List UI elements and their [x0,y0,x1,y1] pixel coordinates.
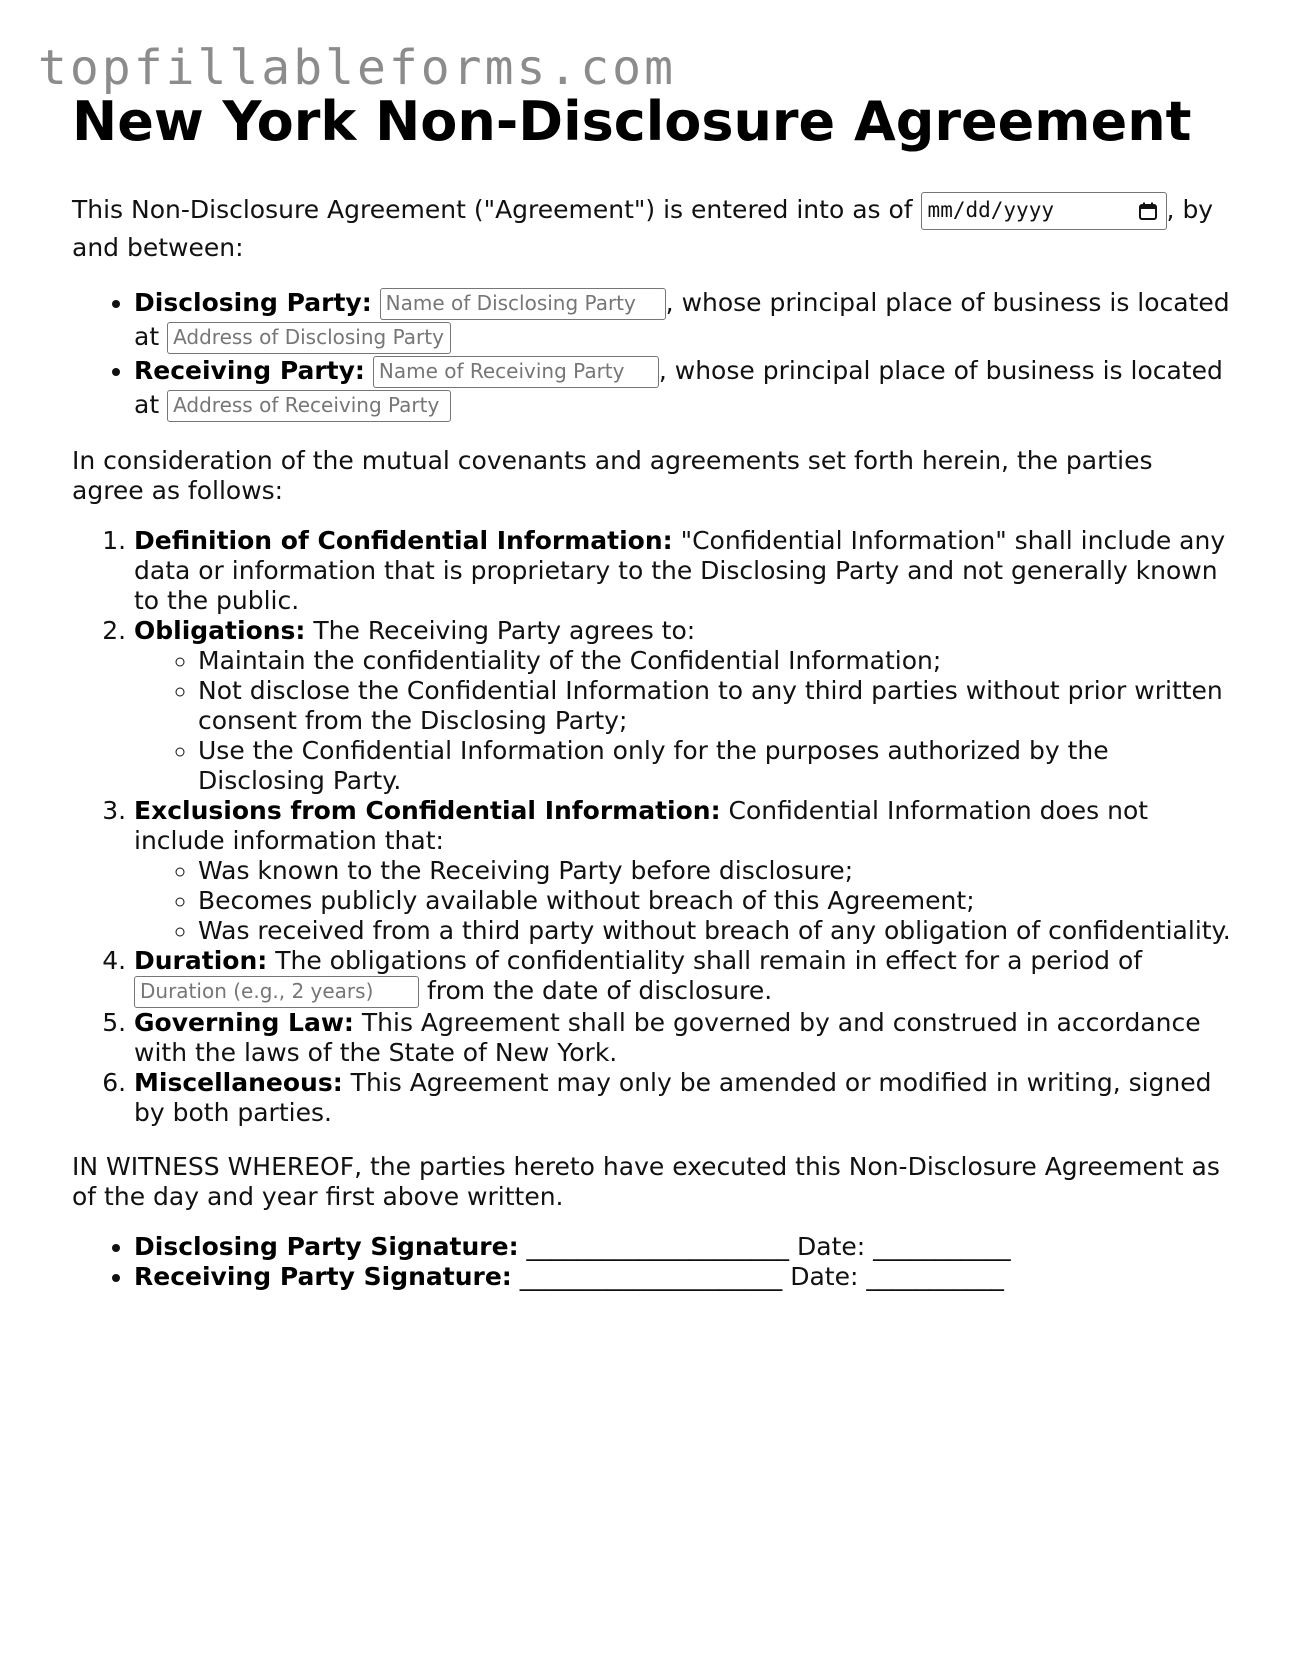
party-label: Disclosing Party: [134,288,372,317]
date-placeholder: mm/dd/yyyy [927,198,1054,222]
sub-list [134,856,1232,946]
term-label: Miscellaneous: [134,1068,343,1097]
term-item [134,796,1232,946]
document-body [72,88,1232,1292]
term-item [134,946,1232,1008]
signature-label: Disclosing Party Signature: [134,1232,519,1261]
term-item [134,526,1232,616]
calendar-icon[interactable] [1138,201,1158,221]
parties-list [72,286,1232,422]
signature-item-receiving [134,1262,1232,1292]
intro-text-after: , by and between: [72,195,1214,262]
term-text: This Agreement shall be governed by and construed in accordance with the laws of the State of New York. [134,1008,1201,1067]
intro-paragraph [72,192,1232,266]
sub-item: ◦ Was known to the Receiving Party before disclosure; [198,856,1232,886]
sub-item: ◦ Was received from a third party without breach of any obligation of confidentiality. [198,916,1232,946]
witness-paragraph: IN WITNESS WHEREOF, the parties hereto have executed this Non-Disclosure Agreement as of the day and year first above written. [72,1152,1220,1211]
terms-list [72,526,1232,1128]
signature-item-disclosing [134,1232,1232,1262]
receiving-party-address-input[interactable]: Address of Receiving Party [167,390,451,422]
date-label: Date: [797,1232,866,1261]
signature-label: Receiving Party Signature: [134,1262,512,1291]
date-line: ___________ [873,1232,1011,1261]
signature-line: _____________________ [526,1232,790,1261]
term-label: Duration: [134,946,268,975]
term-text: The obligations of confidentiality shall remain in effect for a period of [275,946,1143,975]
agreement-date-input[interactable] [921,192,1167,230]
party-item-disclosing [134,286,1232,354]
sub-item: ◦ Becomes publicly available without breach of this Agreement; [198,886,1232,916]
intro-text: This Non-Disclosure Agreement ("Agreement") is entered into as of [72,195,913,224]
signature-line: _____________________ [519,1262,783,1291]
term-label: Governing Law: [134,1008,354,1037]
disclosing-party-address-input[interactable]: Address of Disclosing Party [167,322,451,354]
receiving-party-name-input[interactable]: Name of Receiving Party [373,356,659,388]
term-label: Obligations: [134,616,306,645]
term-text: Confidential Information does not include information that: [134,796,1149,855]
party-item-receiving [134,354,1232,422]
term-label: Exclusions from Confidential Information: [134,796,721,825]
consideration-paragraph: In consideration of the mutual covenants and agreements set forth herein, the parties agree as follows: [72,446,1153,505]
sub-item: ◦ Not disclose the Confidential Information to any third parties without prior written consent from the Disclosing Party; [198,676,1232,736]
party-label: Receiving Party: [134,356,365,385]
term-text-after: from the date of disclosure. [426,976,773,1005]
date-label: Date: [790,1262,859,1291]
term-item [134,616,1232,796]
date-line: ___________ [866,1262,1004,1291]
disclosing-party-name-input[interactable]: Name of Disclosing Party [380,288,666,320]
sub-list [134,646,1232,796]
watermark: topfillableforms.com [38,40,676,96]
duration-input[interactable]: Duration (e.g., 2 years) [134,976,419,1008]
sub-item: ◦ Use the Confidential Information only for the purposes authorized by the Disclosing Party. [198,736,1232,796]
term-item [134,1008,1232,1068]
signatures-list [72,1232,1232,1292]
term-text: This Agreement may only be amended or modified in writing, signed by both parties. [134,1068,1212,1127]
term-label: Definition of Confidential Information: [134,526,673,555]
term-item [134,1068,1232,1128]
term-text: "Confidential Information" shall include any data or information that is proprietary to the Disclosing Party and not generally known to the public. [134,526,1226,615]
document-title: New York Non-Disclosure Agreement [72,90,1192,153]
party-text: , whose principal place of business is located at [134,356,1223,419]
term-text: The Receiving Party agrees to: [313,616,696,645]
sub-item: ◦ Maintain the confidentiality of the Confidential Information; [198,646,1232,676]
party-text: , whose principal place of business is located at [134,288,1230,351]
